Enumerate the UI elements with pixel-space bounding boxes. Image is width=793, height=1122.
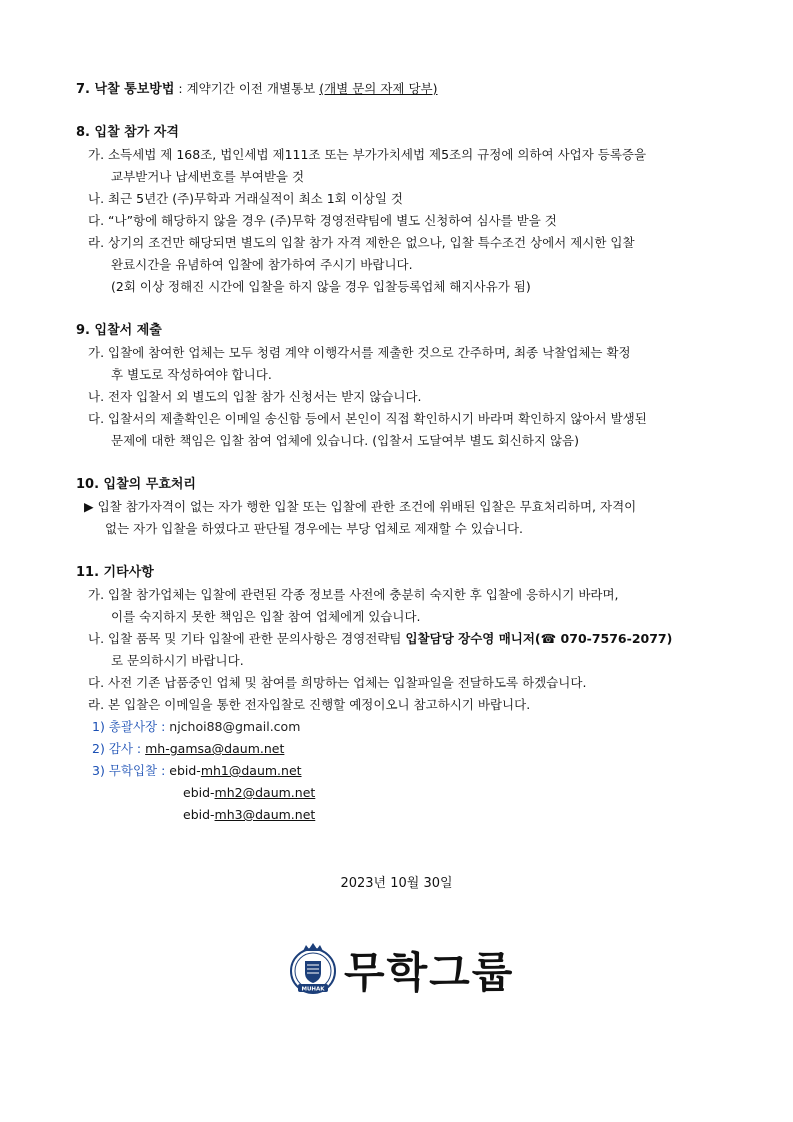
contact-3-prefix: ebid- xyxy=(183,807,215,822)
contact-1 xyxy=(92,718,300,736)
section-9-item-ga: 가. 입찰에 참여한 업체는 모두 청렴 계약 이행각서를 제출한 것으로 간주하며, 최종 낙찰업체는 확정 xyxy=(88,345,631,360)
section-8-item-ra: 라. 상기의 조건만 해당되면 별도의 입찰 참가 자격 제한은 없으나, 입찰 특수조건 상에서 제시한 입찰 xyxy=(88,235,635,250)
contact-manager: 입찰담당 장수영 매니저(☎ 070-7576-2077) xyxy=(405,631,673,646)
contact-3-line-3 xyxy=(183,806,315,824)
section-7-text: 계약기간 이전 개별통보 xyxy=(186,81,320,96)
section-7-heading: 7. 낙찰 통보방법 xyxy=(76,82,175,97)
section-8-item-ga: 가. 소득세법 제 168조, 법인세법 제111조 또는 부가가치세법 제5조의 규정에 의하여 사업자 등록증을 xyxy=(88,147,647,162)
section-8-item-ra-cont: 완료시간을 유념하여 입찰에 참가하여 주시기 바랍니다. xyxy=(111,257,413,272)
section-10-bullet: ▶ 입찰 참가자격이 없는 자가 행한 입찰 또는 입찰에 관한 조건에 위배된 입찰은 무효처리하며, 자격이 xyxy=(84,499,637,514)
section-9-heading: 9. 입찰서 제출 xyxy=(76,323,162,338)
contact-2-email[interactable]: mh-gamsa@daum.net xyxy=(145,741,285,756)
contact-3-line-2 xyxy=(183,784,315,802)
emblem-ribbon-text: MUHAK xyxy=(301,986,325,993)
contact-3-prefix: ebid- xyxy=(169,763,201,778)
section-11-heading: 11. 기타사항 xyxy=(76,565,154,580)
section-9-item-da: 다. 입찰서의 제출확인은 이메일 송신함 등에서 본인이 직접 확인하시기 바라며 확인하지 않아서 발생된 xyxy=(88,411,647,426)
section-11-item-na-text: 나. 입찰 품목 및 기타 입찰에 관한 문의사항은 경영전략팀 xyxy=(88,631,406,646)
section-11-item-ra: 라. 본 입찰은 이메일을 통한 전자입찰로 진행할 예정이오니 참고하시기 바랍니다. xyxy=(88,697,531,712)
section-7-sep: : xyxy=(174,81,187,96)
section-9-item-na: 나. 전자 입찰서 외 별도의 입찰 참가 신청서는 받지 않습니다. xyxy=(88,389,422,404)
contact-3-email-1[interactable]: mh1@daum.net xyxy=(200,763,302,778)
section-10-bullet-cont: 없는 자가 입찰을 하였다고 판단될 경우에는 부당 업체로 제재할 수 있습니다. xyxy=(105,521,524,536)
section-8-item-ra-note: (2회 이상 정해진 시간에 입찰을 하지 않을 경우 입찰등록업체 해지사유가 됨) xyxy=(111,279,531,294)
section-9-item-ga-cont: 후 별도로 작성하여야 합니다. xyxy=(111,367,272,382)
contact-3-label: 3) 무학입찰 : xyxy=(92,763,170,778)
contact-1-label: 1) 총괄사장 : xyxy=(92,719,170,734)
contact-1-email[interactable]: njchoi88@gmail.com xyxy=(169,719,301,734)
emblem-icon xyxy=(288,943,338,997)
section-11-item-na-cont: 로 문의하시기 바랍니다. xyxy=(111,653,244,668)
section-9-item-da-cont: 문제에 대한 책임은 입찰 참여 업체에 있습니다. (입찰서 도달여부 별도 회신하지 않음) xyxy=(111,433,579,448)
section-11-item-na xyxy=(88,630,672,648)
section-11-item-ga: 가. 입찰 참가업체는 입찰에 관련된 각종 정보를 사전에 충분히 숙지한 후 입찰에 응하시기 바라며, xyxy=(88,587,619,602)
document-date: 2023년 10월 30일 xyxy=(340,876,453,891)
company-name: 무학그룹 xyxy=(344,948,515,997)
section-8-item-na: 나. 최근 5년간 (주)무학과 거래실적이 최소 1회 이상일 것 xyxy=(88,191,403,206)
section-8-item-da: 다. “나”항에 해당하지 않을 경우 (주)무학 경영전략팀에 별도 신청하여 심사를 받을 것 xyxy=(88,213,557,228)
contact-2-label: 2) 감사 : xyxy=(92,741,146,756)
contact-3-email-3[interactable]: mh3@daum.net xyxy=(214,807,316,822)
section-11-item-ga-cont: 이를 숙지하지 못한 책임은 입찰 참여 업체에게 있습니다. xyxy=(111,609,421,624)
contact-3 xyxy=(92,762,302,780)
section-7-note: (개별 문의 자제 당부) xyxy=(319,81,438,96)
section-8-heading: 8. 입찰 참가 자격 xyxy=(76,125,179,140)
company-logo xyxy=(288,940,514,1000)
contact-3-email-2[interactable]: mh2@daum.net xyxy=(214,785,316,800)
section-7 xyxy=(76,80,438,99)
section-10-heading: 10. 입찰의 무효처리 xyxy=(76,477,196,492)
contact-3-prefix: ebid- xyxy=(183,785,215,800)
section-11-item-da: 다. 사전 기존 납품중인 업체 및 참여를 희망하는 업체는 입찰파일을 전달하도록 하겠습니다. xyxy=(88,675,587,690)
section-8-item-ga-cont: 교부받거나 납세번호를 부여받을 것 xyxy=(111,169,305,184)
contact-2 xyxy=(92,740,284,758)
